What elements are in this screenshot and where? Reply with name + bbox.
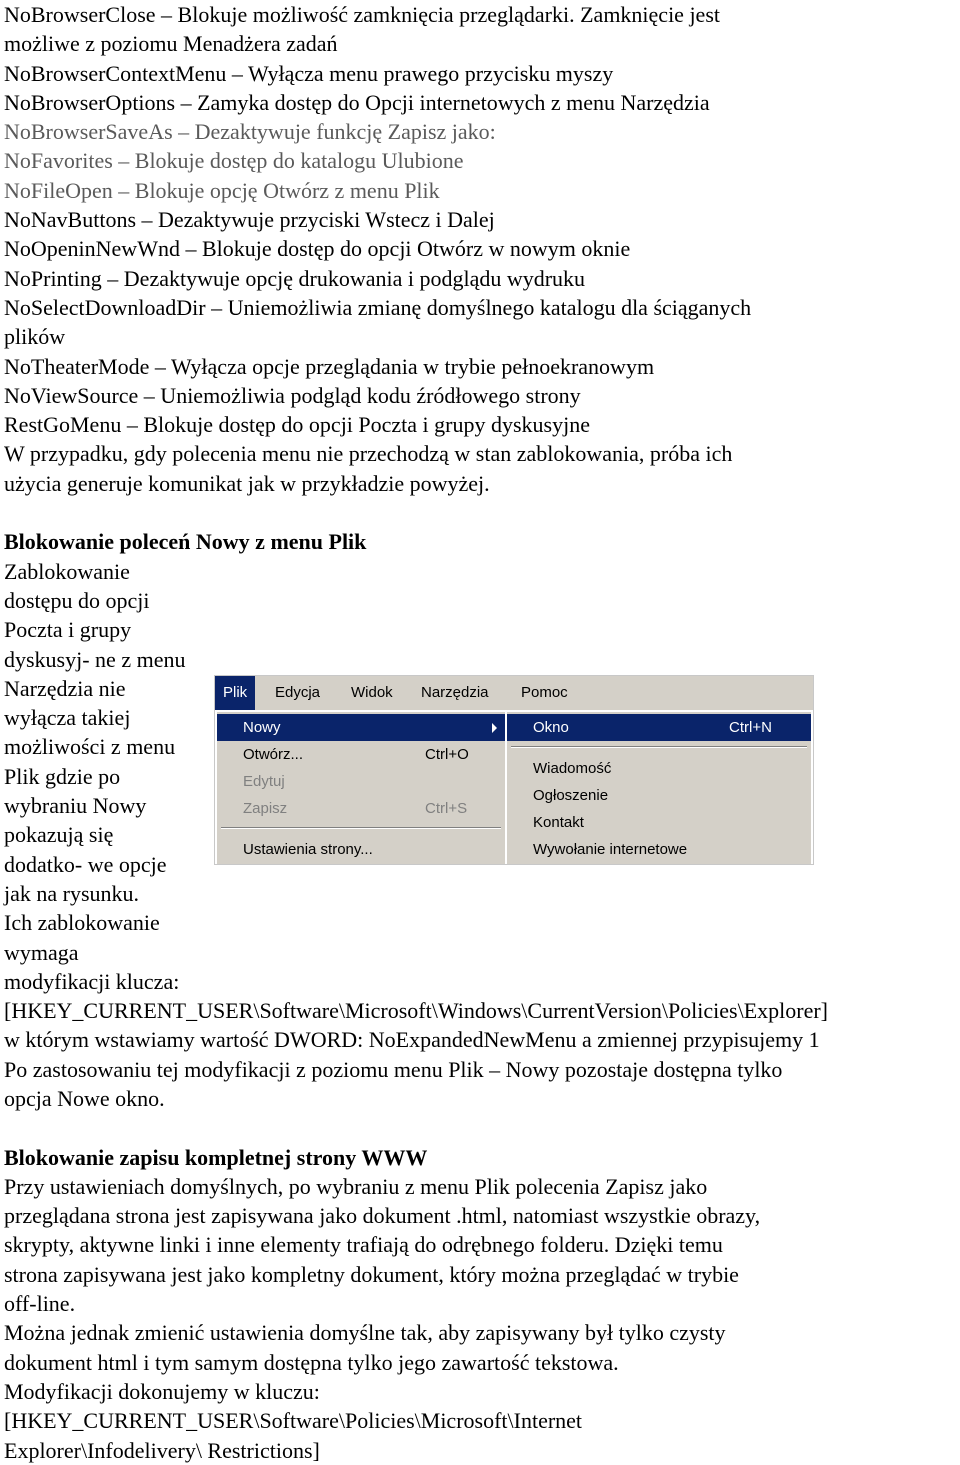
menu-separator: [511, 746, 807, 748]
paragraph-line: wybraniu Nowy: [4, 793, 147, 819]
menu-item-label: Otwórz...: [243, 746, 304, 763]
menu-item-label: Edytuj: [243, 773, 285, 790]
menu-separator: [221, 827, 501, 829]
policy-line: NoBrowserOptions – Zamyka dostęp do Opcji internetowych z menu Narzędzia: [4, 89, 710, 115]
registry-key: [HKEY_CURRENT_USER\Software\Microsoft\Windows\CurrentVersion\Policies\Explorer]: [4, 998, 829, 1024]
menu-item-shortcut: Ctrl+N: [729, 719, 772, 736]
paragraph-line: Można jednak zmienić ustawienia domyślne tak, aby zapisywany był tylko czysty: [4, 1320, 726, 1346]
paragraph-line: Przy ustawieniach domyślnych, po wybraniu z menu Plik polecenia Zapisz jako: [4, 1173, 708, 1199]
paragraph-line: pokazują się: [4, 822, 114, 848]
paragraph-line: strona zapisywana jest jako kompletny dokument, który można przeglądać w trybie: [4, 1261, 739, 1287]
menu-pomoc[interactable]: Pomoc: [521, 684, 568, 701]
paragraph-line: użycia generuje komunikat jak w przykładzie powyżej.: [4, 470, 490, 496]
registry-key: Explorer\Infodelivery\ Restrictions]: [4, 1437, 320, 1463]
paragraph-line: Plik gdzie po: [4, 763, 121, 789]
menu-item-shortcut: Ctrl+O: [425, 746, 469, 763]
submenu-item-okno[interactable]: [507, 714, 811, 741]
submenu-arrow-icon: [492, 723, 497, 733]
paragraph-line: W przypadku, gdy polecenia menu nie przechodzą w stan zablokowania, próba ich: [4, 441, 733, 467]
paragraph-line: wyłącza takiej: [4, 705, 131, 731]
menu-item-label: Ustawienia strony...: [243, 841, 373, 858]
paragraph-line: Ich zablokowanie: [4, 910, 160, 936]
menu-item-label: Wywołanie internetowe: [533, 841, 688, 858]
policy-list: [4, 0, 958, 498]
menu-edycja[interactable]: Edycja: [275, 684, 321, 701]
registry-key: [HKEY_CURRENT_USER\Software\Policies\Microsoft\Internet: [4, 1408, 583, 1434]
policy-line: NoBrowserSaveAs – Dezaktywuje funkcję Zapisz jako:: [4, 119, 496, 145]
menubar: [215, 676, 813, 710]
paragraph-line: modyfikacji klucza:: [4, 968, 180, 994]
paragraph-line: Po zastosowaniu tej modyfikacji z poziomu menu Plik – Nowy pozostaje dostępna tylko: [4, 1056, 783, 1082]
menu-plik[interactable]: Plik: [215, 676, 255, 710]
paragraph-line: przeglądana strona jest zapisywana jako dokument .html, natomiast wszystkie obrazy,: [4, 1203, 761, 1229]
menu-item-nowy[interactable]: [217, 714, 505, 741]
submenu-item-wywolanie-internetowe[interactable]: [507, 836, 811, 863]
paragraph-line: jak na rysunku.: [4, 880, 140, 906]
policy-line: możliwe z poziomu Menadżera zadań: [4, 31, 338, 57]
menu-item-shortcut: Ctrl+S: [425, 800, 468, 817]
policy-line: NoFavorites – Blokuje dostęp do katalogu Ulubione: [4, 148, 464, 174]
section-heading: Blokowanie zapisu kompletnej strony WWW: [4, 1144, 428, 1170]
submenu-item-wiadomosc[interactable]: [507, 755, 811, 782]
paragraph-line: skrypty, aktywne linki i inne elementy trafiają do odrębnego folderu. Dzięki temu: [4, 1232, 723, 1258]
menu-item-label: Nowy: [243, 719, 281, 736]
file-menu-dropdown: [217, 712, 505, 864]
paragraph-line: dostępu do opcji: [4, 587, 150, 613]
paragraph-line: dodatko- we opcje: [4, 851, 167, 877]
paragraph-line: wymaga: [4, 939, 79, 965]
policy-line: NoPrinting – Dezaktywuje opcję drukowania i podglądu wydruku: [4, 265, 586, 291]
menu-widok[interactable]: Widok: [351, 684, 393, 701]
menu-screenshot: [214, 675, 814, 865]
menu-item-zapisz[interactable]: [217, 795, 505, 822]
new-submenu: [507, 712, 811, 864]
paragraph-line: opcja Nowe okno.: [4, 1085, 165, 1111]
menu-item-edytuj[interactable]: [217, 768, 505, 795]
menu-item-label: Ogłoszenie: [533, 787, 609, 804]
paragraph-line: możliwości z menu: [4, 734, 176, 760]
policy-line: plików: [4, 324, 66, 350]
menu-item-label: Okno: [533, 719, 569, 736]
policy-line: RestGoMenu – Blokuje dostęp do opcji Poczta i grupy dyskusyjne: [4, 412, 590, 438]
paragraph-line: Poczta i grupy: [4, 617, 132, 643]
menu-item-label: Zapisz: [243, 800, 288, 817]
paragraph-line: dokument html i tym samym dostępna tylko jego zawartość tekstowa.: [4, 1349, 619, 1375]
menu-narzedzia[interactable]: Narzędzia: [421, 684, 489, 701]
paragraph-line: Narzędzia nie: [4, 675, 126, 701]
policy-line: NoNavButtons – Dezaktywuje przyciski Wstecz i Dalej: [4, 207, 495, 233]
policy-line: NoBrowserClose – Blokuje możliwość zamknięcia przeglądarki. Zamknięcie jest: [4, 2, 720, 27]
policy-line: NoViewSource – Uniemożliwia podgląd kodu źródłowego strony: [4, 382, 581, 408]
paragraph-line: dyskusyj- ne z menu: [4, 646, 186, 672]
paragraph-line: Modyfikacji dokonujemy w kluczu:: [4, 1378, 320, 1404]
policy-line: NoSelectDownloadDir – Uniemożliwia zmianę domyślnego katalogu dla ściąganych: [4, 294, 752, 320]
menu-item-label: Wiadomość: [533, 760, 612, 777]
menu-item-otworz[interactable]: [217, 741, 505, 768]
menu-item-label: Kontakt: [533, 814, 584, 831]
submenu-item-kontakt[interactable]: [507, 809, 811, 836]
section-heading: Blokowanie poleceń Nowy z menu Plik: [4, 529, 367, 555]
paragraph-line: off-line.: [4, 1291, 76, 1317]
policy-line: NoBrowserContextMenu – Wyłącza menu prawego przycisku myszy: [4, 60, 614, 86]
paragraph-line: Zablokowanie: [4, 558, 130, 584]
submenu-item-ogloszenie[interactable]: [507, 782, 811, 809]
policy-line: NoFileOpen – Blokuje opcję Otwórz z menu Plik: [4, 177, 440, 203]
menu-item-ustawienia-strony[interactable]: [217, 836, 505, 863]
policy-line: NoOpeninNewWnd – Blokuje dostęp do opcji Otwórz w nowym oknie: [4, 236, 631, 262]
paragraph-line: w którym wstawiamy wartość DWORD: NoExpandedNewMenu a zmiennej przypisujemy 1: [4, 1027, 820, 1053]
policy-line: NoTheaterMode – Wyłącza opcje przeglądania w trybie pełnoekranowym: [4, 353, 655, 379]
